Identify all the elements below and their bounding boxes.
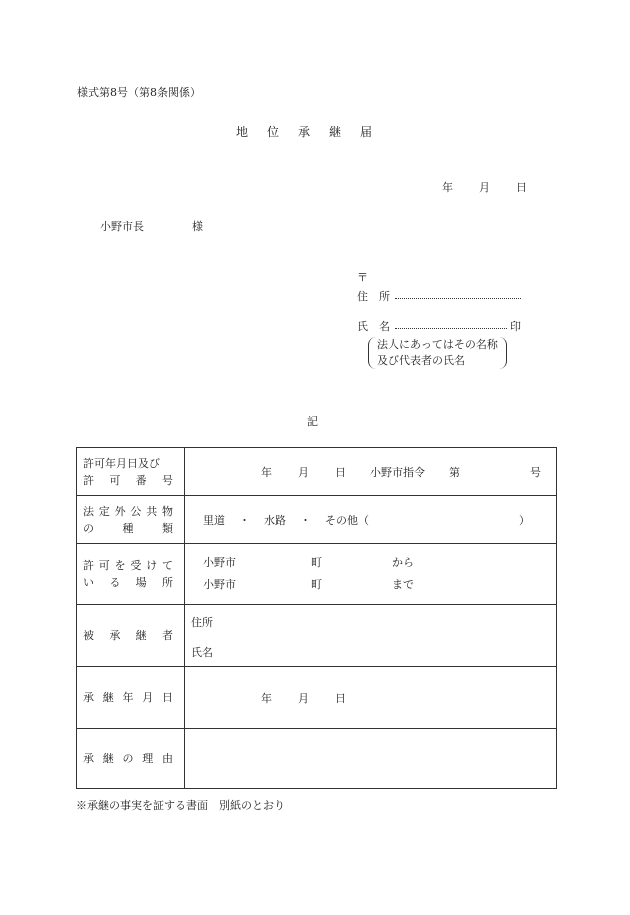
name-label: 氏 名 [357, 320, 390, 333]
label-char: 受 [130, 559, 142, 572]
permit-date-number-row [191, 464, 556, 480]
permit-location-label [77, 544, 185, 605]
label-char: 承 [83, 691, 94, 704]
type-option-other: その他（ [325, 513, 369, 527]
label-line [83, 689, 173, 706]
submission-date [442, 179, 527, 195]
label-line [83, 574, 173, 591]
label-char: 物 [161, 504, 173, 518]
address-label: 住 所 [357, 290, 390, 303]
label-char: 被 [83, 629, 94, 642]
succession-reason-label [77, 729, 185, 789]
label-char: 公 [130, 504, 142, 518]
property-type-label [77, 496, 185, 544]
recipient [100, 218, 203, 234]
date-day: 日 [516, 181, 527, 194]
label-line [83, 557, 173, 574]
corporate-note-line2: 及び代表者の氏名 [377, 354, 465, 367]
predecessor-address-label: 住所 [191, 616, 213, 629]
label-char: 承 [83, 752, 94, 765]
label-char: 継 [102, 691, 114, 704]
property-type-field[interactable] [185, 496, 557, 544]
label-char: の [83, 521, 94, 535]
corporate-note [368, 337, 507, 369]
form-number: 様式第8号（第8条関係） [77, 86, 201, 99]
type-separator: ・ [239, 513, 250, 527]
label-char: 可 [109, 473, 121, 487]
type-option-waterway: 水路 [264, 513, 286, 527]
label-char: 号 [161, 473, 173, 487]
predecessor-name-label: 氏名 [191, 646, 213, 659]
property-type-row [191, 512, 556, 528]
succession-reason-field[interactable] [185, 729, 557, 789]
succession-date-field[interactable] [185, 667, 557, 729]
succession-day: 日 [335, 691, 346, 705]
label-char: 可 [98, 559, 110, 572]
succession-year: 年 [261, 691, 272, 705]
table-row [77, 544, 557, 605]
label-char: 番 [135, 473, 147, 487]
label-char: 月 [142, 691, 154, 704]
table-row [77, 605, 557, 667]
label-char: 者 [161, 629, 173, 642]
label-char: 共 [146, 504, 158, 518]
table-row [77, 667, 557, 729]
label-line: 許可年月日及び [83, 456, 160, 470]
permit-date-number-field[interactable] [185, 448, 557, 496]
table-row [77, 448, 557, 496]
details-table [76, 447, 557, 789]
label-char: 外 [114, 504, 126, 518]
label-char: 継 [135, 629, 147, 642]
corporate-note-line1: 法人にあってはその名称 [377, 338, 498, 351]
label-char: 所 [161, 576, 173, 589]
label-line [83, 750, 173, 767]
type-close-paren: ） [519, 513, 530, 527]
permit-location-field[interactable] [185, 544, 557, 605]
label-char: 種 [122, 521, 134, 535]
postal-mark: 〒 [357, 271, 368, 284]
label-char: 場 [135, 576, 147, 589]
label-char: い [83, 576, 94, 589]
label-char: け [146, 559, 158, 572]
label-char: る [109, 576, 121, 589]
label-char: 日 [162, 691, 173, 704]
label-char: 定 [98, 504, 110, 518]
permit-month: 月 [298, 465, 309, 479]
succession-date-row [191, 690, 556, 706]
label-char: 継 [102, 752, 114, 765]
date-month: 月 [479, 181, 490, 194]
permit-date-number-label [77, 448, 185, 496]
name-field[interactable] [395, 328, 507, 329]
label-line [83, 472, 173, 489]
label-char: 承 [109, 629, 121, 642]
label-char: の [122, 752, 134, 765]
location-town: 町 [311, 578, 322, 591]
table-row [77, 496, 557, 544]
address-field[interactable] [395, 298, 521, 299]
location-town: 町 [311, 556, 322, 569]
location-city: 小野市 [203, 578, 236, 591]
label-char: 理 [142, 752, 154, 765]
predecessor-field[interactable] [185, 605, 557, 667]
succession-date-label [77, 667, 185, 729]
location-to: まで [392, 578, 414, 591]
label-char: を [114, 559, 126, 572]
location-from-row [191, 552, 556, 574]
label-char: 許 [83, 559, 94, 572]
date-year: 年 [442, 181, 453, 194]
recipient-name: 小野市長 [100, 220, 144, 233]
label-char: 由 [162, 752, 173, 765]
seal-mark: 印 [510, 320, 521, 333]
label-line [83, 627, 173, 644]
footer-note: ※承継の事実を証する書面 別紙のとおり [76, 799, 285, 812]
location-city: 小野市 [203, 556, 236, 569]
label-char: 年 [122, 691, 134, 704]
permit-go: 号 [530, 465, 541, 479]
label-char: 許 [83, 473, 94, 487]
ki-heading: 記 [307, 415, 318, 428]
label-char: て [161, 559, 173, 572]
permit-dai: 第 [449, 465, 460, 479]
permit-year: 年 [261, 465, 272, 479]
label-line [83, 503, 173, 520]
recipient-honorific: 様 [192, 220, 203, 233]
label-char: 法 [83, 504, 94, 518]
permit-designation: 小野市指令 [370, 465, 425, 479]
label-line [83, 520, 173, 537]
location-from: から [392, 556, 414, 569]
predecessor-label [77, 605, 185, 667]
permit-day: 日 [335, 465, 346, 479]
table-row [77, 729, 557, 789]
document-title: 地位承継届 [236, 125, 392, 139]
succession-month: 月 [298, 691, 309, 705]
type-option-road: 里道 [203, 513, 225, 527]
location-to-row [191, 574, 556, 596]
type-separator: ・ [300, 513, 311, 527]
label-char: 類 [162, 521, 173, 535]
